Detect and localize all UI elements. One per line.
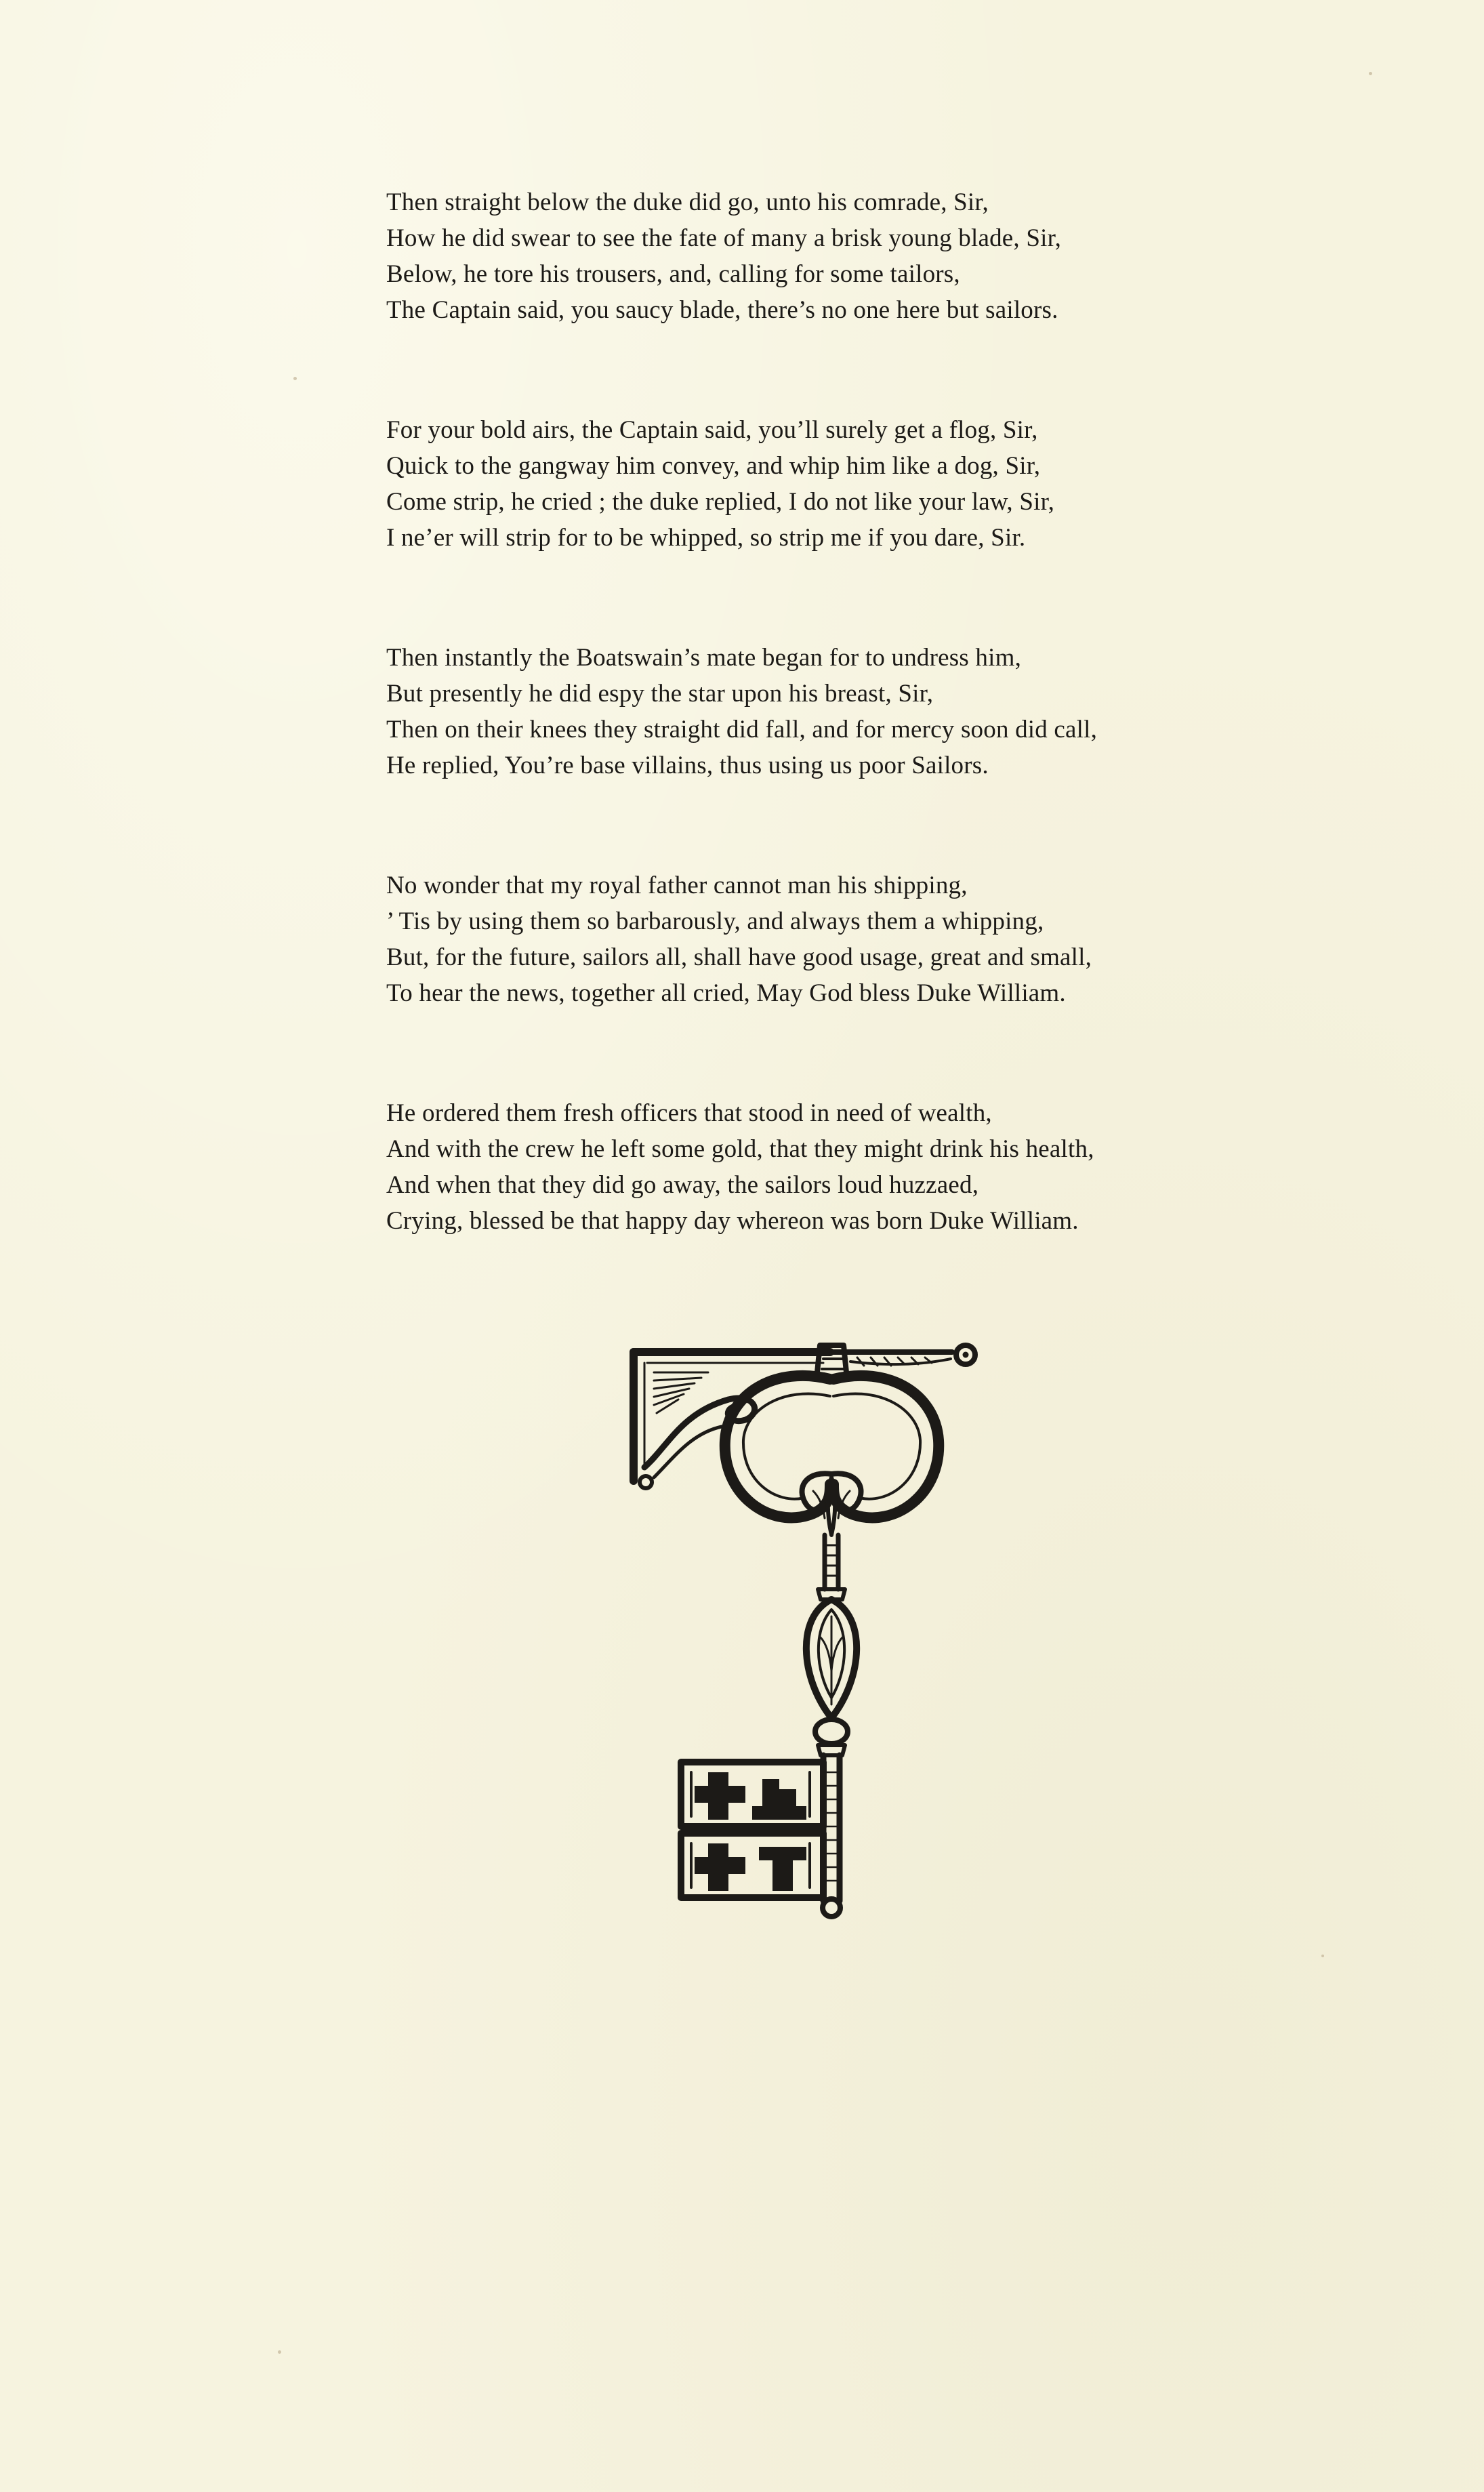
stanza-3 [386, 640, 1335, 783]
poem [386, 184, 1335, 1239]
poem-line: Quick to the gangway him convey, and whip him like a dog, Sir, [386, 452, 1041, 480]
stanza-5 [386, 1095, 1335, 1239]
poem-line: I ne’er will strip for to be whipped, so strip me if you dare, Sir. [386, 524, 1026, 552]
poem-line: Below, he tore his trousers, and, calling for some tailors, [386, 260, 960, 288]
poem-line: The Captain said, you saucy blade, there’s no one here but sailors. [386, 296, 1058, 324]
poem-line: He replied, You’re base villains, thus using us poor Sailors. [386, 752, 989, 779]
paper-speck [1321, 1955, 1324, 1957]
paper-speck [278, 2350, 281, 2354]
poem-line: For your bold airs, the Captain said, you’ll surely get a flog, Sir, [386, 416, 1038, 444]
poem-line: And when that they did go away, the sailors loud huzzaed, [386, 1171, 979, 1199]
stanza-2 [386, 412, 1335, 556]
poem-line: ’ Tis by using them so barbarously, and always them a whipping, [386, 907, 1044, 935]
poem-line: To hear the news, together all cried, May God bless Duke William. [386, 979, 1066, 1007]
stanza-4 [386, 867, 1335, 1011]
poem-line: Crying, blessed be that happy day whereon was born Duke William. [386, 1207, 1079, 1235]
ornate-key-icon [627, 1339, 993, 1921]
poem-line: And with the crew he left some gold, that they might drink his health, [386, 1135, 1094, 1163]
poem-line: But, for the future, sailors all, shall have good usage, great and small, [386, 943, 1092, 971]
poem-line: Then instantly the Boatswain’s mate began for to undress him, [386, 644, 1022, 672]
poem-line: Come strip, he cried ; the duke replied, I do not like your law, Sir, [386, 488, 1055, 516]
stanza-1 [386, 184, 1335, 328]
poem-line: No wonder that my royal father cannot man his shipping, [386, 872, 968, 899]
paper-speck [293, 377, 297, 380]
poem-line: Then straight below the duke did go, unto his comrade, Sir, [386, 188, 989, 216]
poem-line: Then on their knees they straight did fall, and for mercy soon did call, [386, 716, 1098, 743]
poem-line: He ordered them fresh officers that stood in need of wealth, [386, 1099, 992, 1127]
paper-speck [1369, 72, 1372, 75]
poem-line: But presently he did espy the star upon his breast, Sir, [386, 680, 934, 708]
poem-line: How he did swear to see the fate of many a brisk young blade, Sir, [386, 224, 1062, 252]
